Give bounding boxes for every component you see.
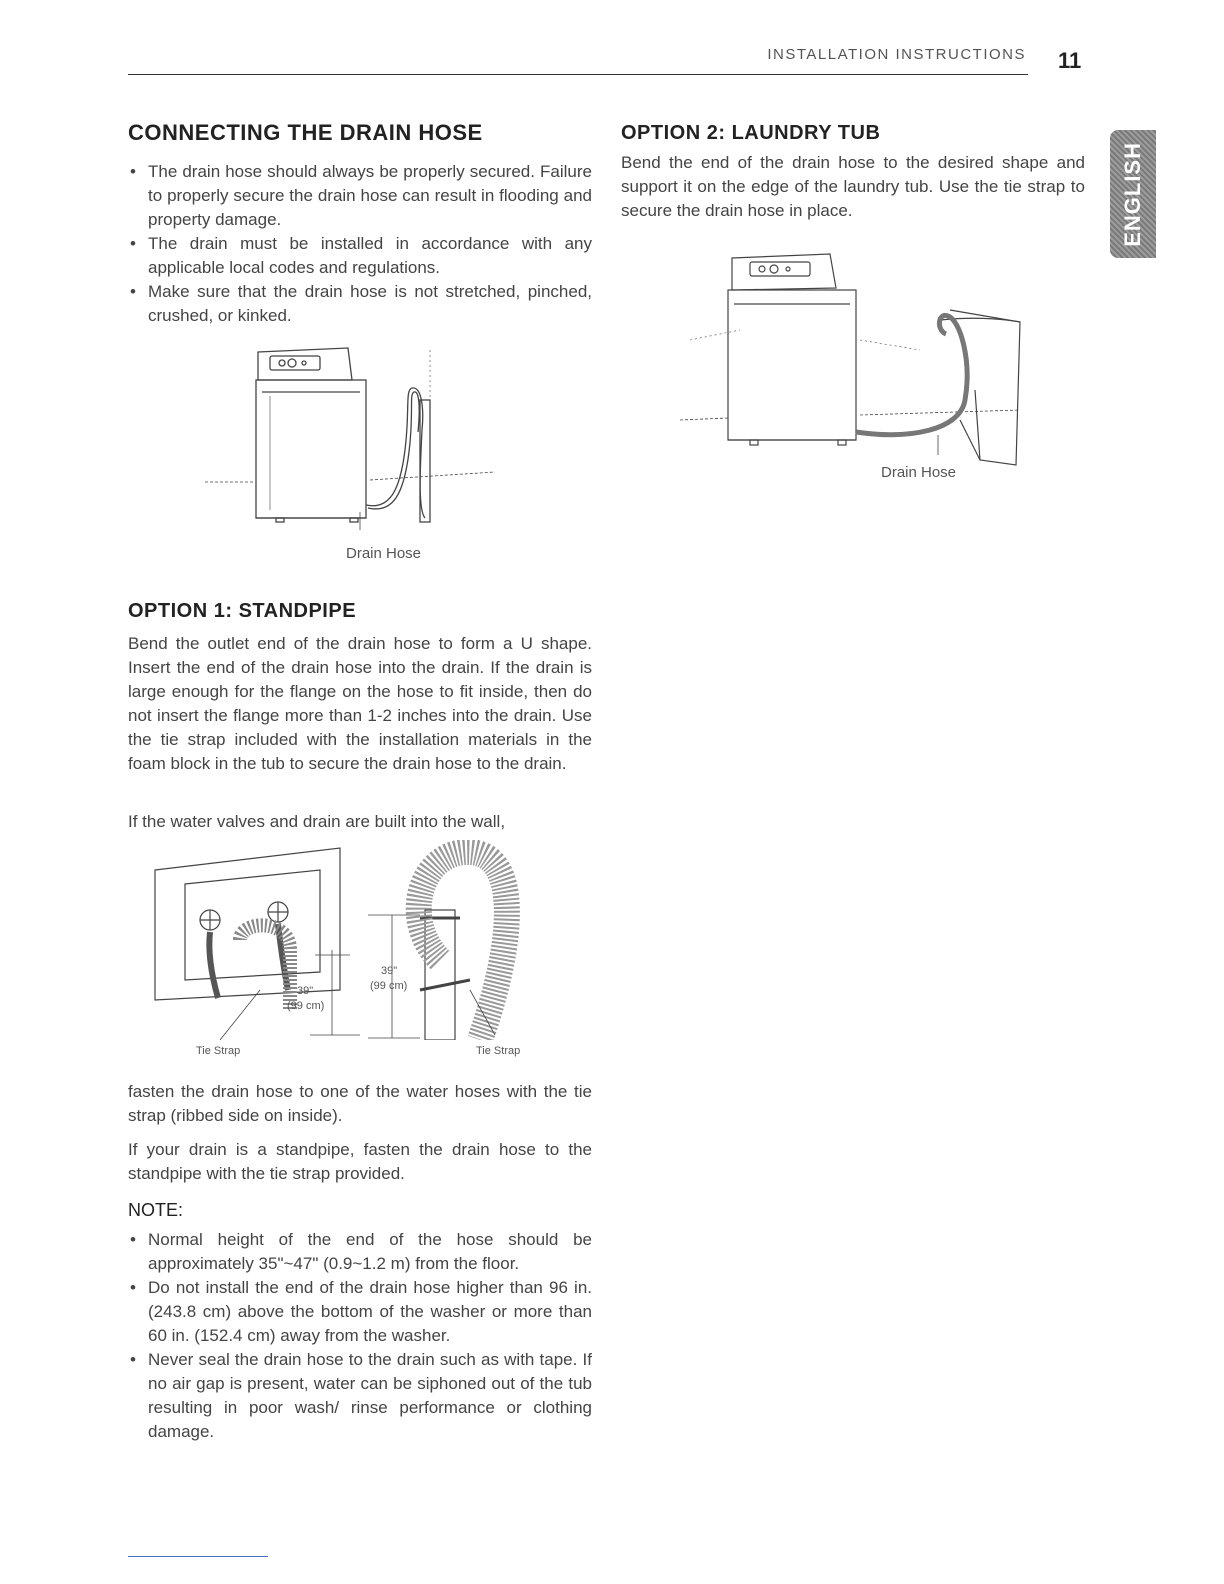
figure-caption-drain-hose: Drain Hose	[346, 545, 422, 562]
drain-hose-bullets	[128, 160, 592, 328]
option2-paragraph: Bend the end of the drain hose to the desired shape and support it on the edge of the laundry tub. Use the tie strap to secure the drain hose in place.	[621, 153, 1085, 220]
header-title: INSTALLATION INSTRUCTIONS	[767, 46, 1026, 63]
figure-caption-laundry-tub: Drain Hose	[881, 464, 957, 481]
header-rule	[128, 74, 1028, 75]
section-title-drain-hose: CONNECTING THE DRAIN HOSE	[128, 120, 483, 145]
list-item: • The drain must be installed in accordance with any applicable local codes and regulations.	[128, 232, 592, 280]
list-item: • Never seal the drain hose to the drain such as with tape. If no air gap is present, water can be siphoned out of the tub resulting in poor wash/ rinse performance or clothing damage.	[128, 1348, 592, 1444]
list-item: • Normal height of the end of the hose should be approximately 35"~47" (0.9~1.2 m) from the floor.	[128, 1228, 592, 1276]
washer-drain-hose-figure	[200, 340, 510, 535]
language-tab-label: ENGLISH	[1120, 141, 1145, 247]
footer-rule	[128, 1556, 268, 1557]
right-height-metric: (99 cm)	[370, 980, 408, 992]
tie-strap-label-left: Tie Strap	[196, 1045, 241, 1057]
tie-strap-label-right: Tie Strap	[476, 1045, 521, 1057]
laundry-tub-figure	[680, 250, 1030, 470]
left-height-label: 39"	[297, 985, 314, 997]
list-item: • Do not install the end of the drain hose higher than 96 in. (243.8 cm) above the bottom of the washer or more than 60 in. (152.4 cm) away from the washer.	[128, 1276, 592, 1348]
list-item: • The drain hose should always be properly secured. Failure to properly secure the drain hose can result in flooding and property damage.	[128, 160, 592, 232]
option1-paragraph4: If your drain is a standpipe, fasten the drain hose to the standpipe with the tie strap provided.	[128, 1140, 592, 1183]
note-bullets	[128, 1228, 592, 1444]
option1-paragraph3: fasten the drain hose to one of the water hoses with the tie strap (ribbed side on inside).	[128, 1082, 592, 1125]
right-height-label: 39"	[381, 965, 398, 977]
wall-valves-standpipe-figure	[150, 840, 550, 1040]
language-tab	[1110, 130, 1156, 258]
option1-paragraph1: Bend the outlet end of the drain hose to form a U shape. Insert the end of the drain hose into the drain. If the drain is large enough for the flange on the hose to fit inside, then do not insert the flange more than 1-2 inches into the drain. Use the tie strap included with the installation materials in the foam block in the tub to secure the drain hose to the drain.	[128, 634, 592, 773]
section-title-option2: OPTION 2: LAUNDRY TUB	[621, 122, 881, 144]
section-title-option1: OPTION 1: STANDPIPE	[128, 600, 357, 622]
note-label: NOTE:	[128, 1200, 184, 1220]
left-height-metric: (99 cm)	[287, 1000, 325, 1012]
page-number: 11	[1058, 48, 1082, 73]
option1-paragraph2: If the water valves and drain are built into the wall,	[128, 812, 506, 831]
list-item: • Make sure that the drain hose is not stretched, pinched, crushed, or kinked.	[128, 280, 592, 328]
